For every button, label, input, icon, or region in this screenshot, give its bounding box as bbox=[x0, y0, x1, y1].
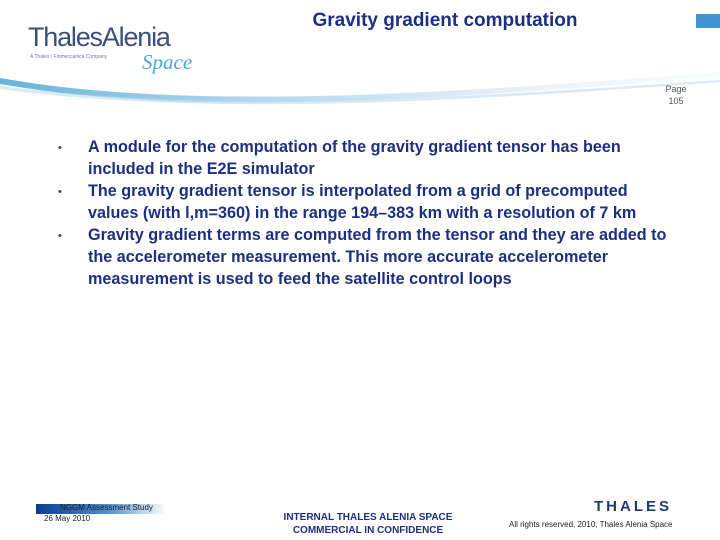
thales-alenia-space-logo bbox=[24, 18, 194, 74]
footer-date: 26 May 2010 bbox=[44, 514, 91, 523]
footer-classification bbox=[250, 511, 486, 537]
bullet-item bbox=[58, 180, 668, 224]
slide-title: Gravity gradient computation bbox=[312, 10, 578, 31]
logo-wordmark: ThalesAlenia bbox=[28, 22, 170, 52]
thales-wordmark: THALES bbox=[594, 498, 672, 515]
classification-line-1: INTERNAL THALES ALENIA SPACE bbox=[283, 512, 453, 523]
page-indicator bbox=[655, 83, 697, 107]
bullet-text: Gravity gradient terms are computed from the tensor and they are added to the accelerometer measurement. This more accurate accelerometer measurement is used to feed the satellite control loops bbox=[88, 226, 667, 288]
bullet-marker: • bbox=[58, 230, 62, 242]
classification-line-2: COMMERCIAL IN CONFIDENCE bbox=[292, 525, 444, 536]
footer-rights: All rights reserved, 2010, Thales Alenia Space bbox=[509, 520, 673, 529]
page-number: 105 bbox=[668, 96, 684, 106]
bullet-list bbox=[58, 136, 668, 290]
bullet-item bbox=[58, 136, 668, 180]
logo-tagline: A Thales / Finmeccanica Company bbox=[30, 54, 108, 60]
bullet-text: The gravity gradient tensor is interpolated from a grid of precomputed values (with l,m=360) in the range 194–383 km with a resolution of 7 km bbox=[88, 182, 637, 222]
footer-study-name: NGGM Assessment Study bbox=[60, 503, 153, 512]
logo-space-word: Space bbox=[142, 50, 193, 74]
thales-logo bbox=[594, 498, 686, 514]
corner-marker bbox=[696, 14, 720, 28]
page-label: Page bbox=[665, 84, 687, 94]
bullet-text: A module for the computation of the gravity gradient tensor has been included in the E2E simulator bbox=[88, 138, 621, 178]
bullet-marker: • bbox=[58, 186, 62, 198]
bullet-marker: • bbox=[58, 142, 62, 154]
bullet-item bbox=[58, 224, 668, 290]
